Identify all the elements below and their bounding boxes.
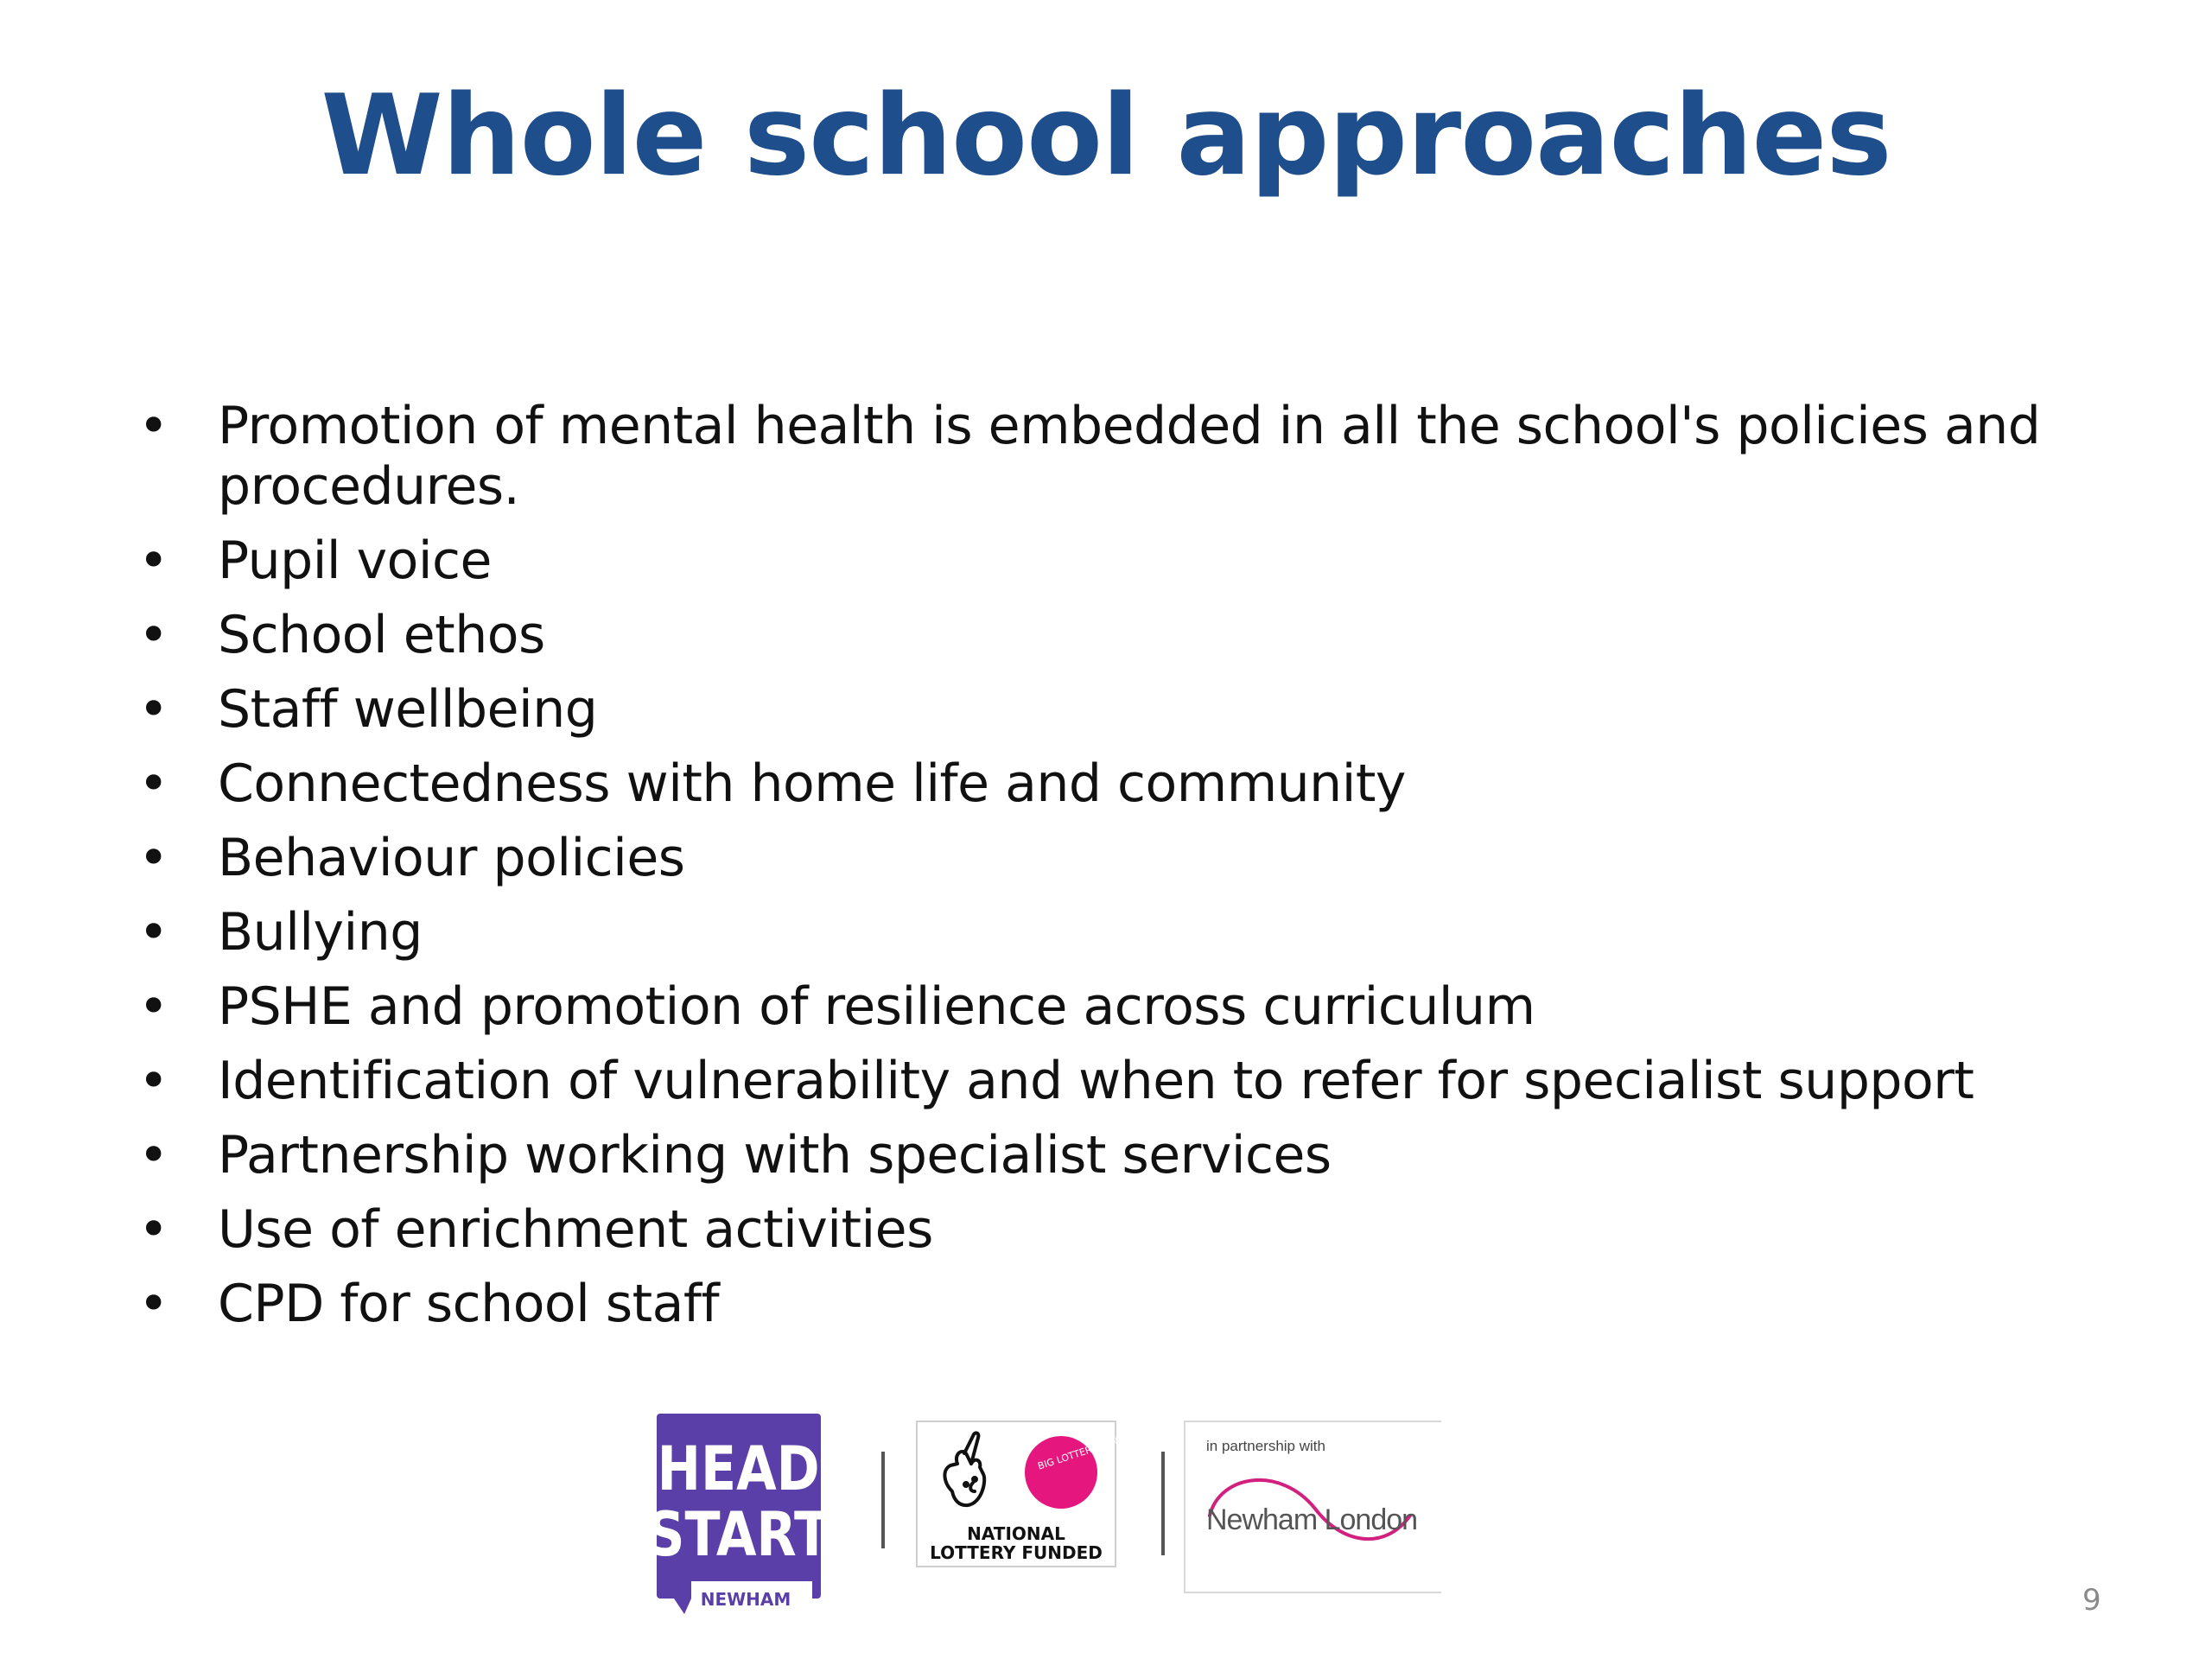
slide-title: Whole school approaches <box>321 72 1891 200</box>
list-item <box>130 753 2082 814</box>
headstart-logo <box>647 1414 830 1618</box>
list-item <box>130 902 2082 963</box>
bullet-icon: • <box>138 1274 168 1334</box>
list-item <box>130 605 2082 665</box>
page-number: 9 <box>2082 1583 2101 1618</box>
bullet-icon: • <box>138 531 168 591</box>
list-item-text-continued: procedures. <box>218 456 520 517</box>
list-item <box>130 1125 2082 1185</box>
newham-partner-text: in partnership with <box>1206 1438 1325 1454</box>
bullet-icon: • <box>138 1051 168 1111</box>
bullet-icon: • <box>138 902 168 963</box>
list-item <box>130 396 2082 517</box>
lottery-badge-text: BIG LOTTERY FUND <box>1036 1433 1127 1472</box>
list-item-text: Connectedness with home life and community <box>218 753 1406 814</box>
list-item-text: Bullying <box>218 902 423 963</box>
logo-divider <box>1161 1452 1165 1555</box>
headstart-logo-line1: HEAD <box>657 1433 820 1505</box>
bullet-icon: • <box>138 396 168 456</box>
list-item-text: Staff wellbeing <box>218 679 598 740</box>
bullet-icon: • <box>138 828 168 888</box>
bullet-icon: • <box>138 976 168 1037</box>
headstart-logo-line2: START <box>647 1499 830 1571</box>
bullet-icon: • <box>138 753 168 814</box>
logo-row <box>647 1414 1538 1621</box>
list-item <box>130 679 2082 740</box>
bullet-icon: • <box>138 1125 168 1185</box>
list-item <box>130 531 2082 591</box>
lottery-logo-graphics <box>918 1422 1127 1526</box>
list-item <box>130 828 2082 888</box>
bullet-icon: • <box>138 605 168 665</box>
list-item-text: PSHE and promotion of resilience across curriculum <box>218 976 1535 1037</box>
crossed-fingers-icon <box>944 1433 984 1505</box>
list-item <box>130 976 2082 1037</box>
newham-logo <box>1184 1421 1441 1593</box>
list-item <box>130 1051 2082 1111</box>
bullet-list <box>130 396 2082 1348</box>
list-item <box>130 1199 2082 1260</box>
list-item-text: Use of enrichment activities <box>218 1199 933 1260</box>
list-item-text: School ethos <box>218 605 545 665</box>
list-item-text: Identification of vulnerability and when to refer for specialist support <box>218 1051 1974 1111</box>
headstart-logo-tail <box>674 1599 691 1614</box>
lottery-logo-line2: LOTTERY FUNDED <box>930 1542 1103 1563</box>
lottery-logo <box>916 1421 1127 1567</box>
list-item-text: Behaviour policies <box>218 828 685 888</box>
list-item-text: Partnership working with specialist services <box>218 1125 1332 1185</box>
list-item-text: Promotion of mental health is embedded in all the school's policies and <box>218 396 2041 456</box>
headstart-logo-sub: NEWHAM <box>700 1589 791 1610</box>
list-item-text: Pupil voice <box>218 531 492 591</box>
list-item <box>130 1274 2082 1334</box>
lottery-logo-line1: NATIONAL <box>967 1523 1065 1544</box>
logo-divider <box>881 1452 885 1548</box>
bullet-icon: • <box>138 679 168 740</box>
list-item-text: CPD for school staff <box>218 1274 720 1334</box>
newham-name: Newham London <box>1206 1503 1418 1536</box>
bullet-icon: • <box>138 1199 168 1260</box>
